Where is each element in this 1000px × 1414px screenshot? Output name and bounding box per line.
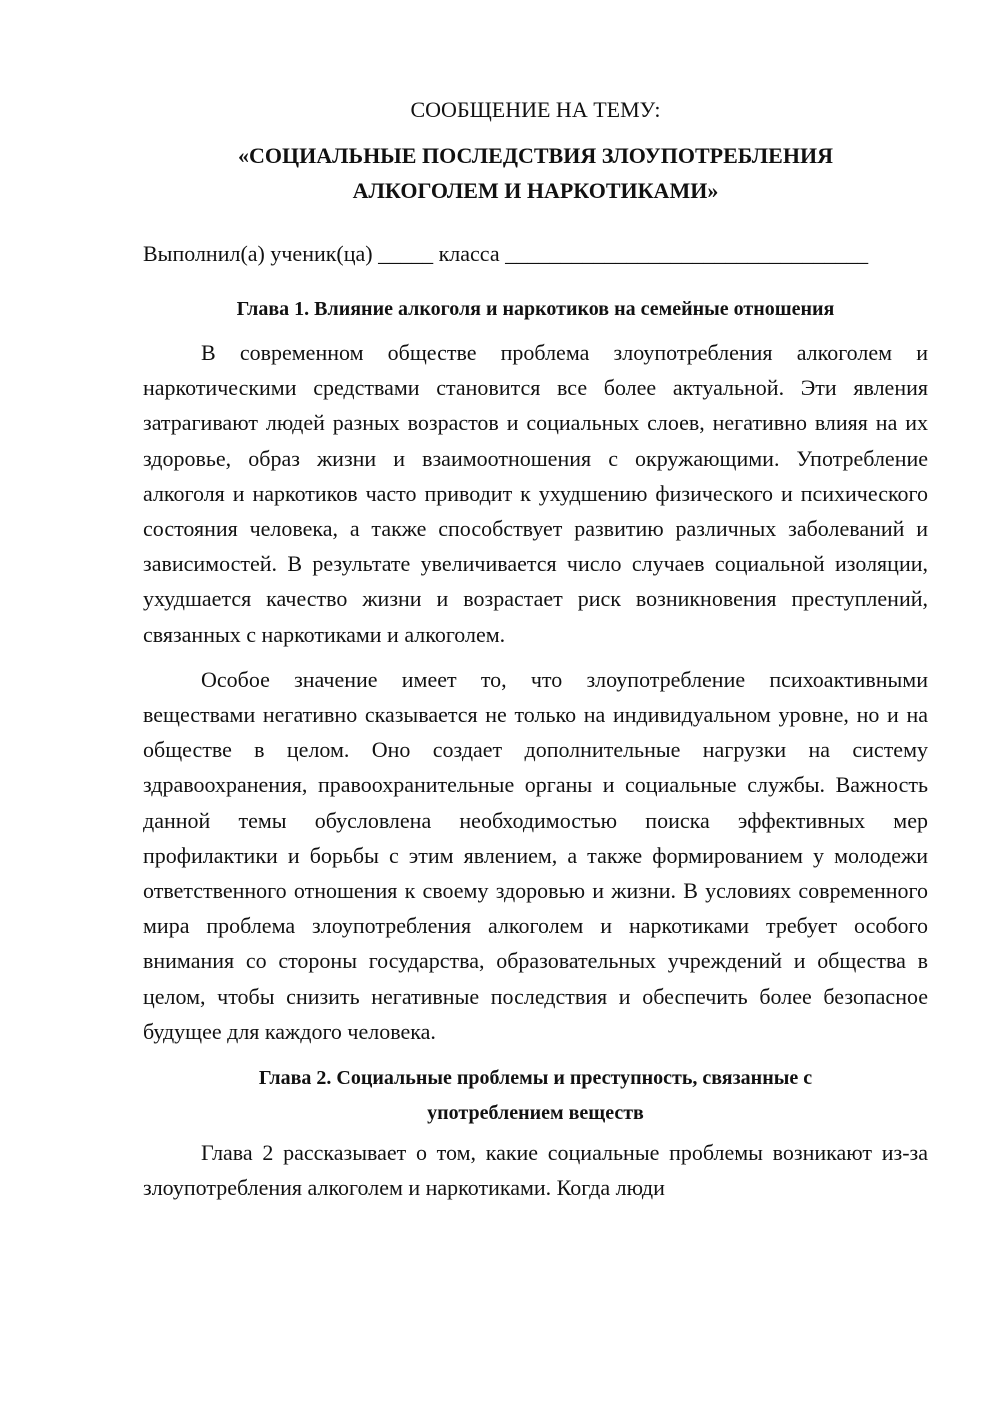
document-page	[143, 94, 928, 1215]
chapter-2-heading-line-2: употреблением веществ	[427, 1102, 644, 1125]
chapter-2-heading-line-1: Глава 2. Социальные проблемы и преступность, связанные с	[258, 1067, 813, 1090]
chapter-1-paragraph-2: Особое значение имеет то, что злоупотребление психоактивными веществами негативно сказывается не только на индивидуальном уровне, но и на обществе в целом. Оно создает дополнительные нагрузки на систему здравоохранения, правоохранительные органы и социальные службы. Важность данной темы обусловлена необходимостью поиска эффективных мер профилактики и борьбы с этим явлением, а также формированием у молодежи ответственного отношения к своему здоровью и жизни. В условиях современного мира проблема злоупотребления алкоголем и наркотиками требует особого внимания со стороны государства, образовательных учреждений и общества в целом, чтобы снизить негативные последствия и обеспечить более безопасное будущее для каждого человека.	[143, 666, 928, 1044]
document-title-line-2: АЛКОГОЛЕМ И НАРКОТИКАМИ»	[352, 178, 719, 203]
document-kicker: СООБЩЕНИЕ НА ТЕМУ:	[410, 97, 661, 122]
signature-line: Выполнил(а) ученик(ца) _____ класса _________________________________	[143, 241, 869, 266]
chapter-1-paragraph-1: В современном обществе проблема злоупотребления алкоголем и наркотическими средствами становится все более актуальной. Эти явления затрагивают людей разных возрастов и социальных слоев, негативно влияя на их здоровье, образ жизни и взаимоотношения с окружающими. Употребление алкоголя и наркотиков часто приводит к ухудшению физического и психического состояния человека, а также способствует развитию различных заболеваний и зависимостей. В результате увеличивается число случаев социальной изоляции, ухудшается качество жизни и возрастает риск возникновения преступлений, связанных с наркотиками и алкоголем.	[143, 340, 928, 647]
document-title-line-1: «СОЦИАЛЬНЫЕ ПОСЛЕДСТВИЯ ЗЛОУПОТРЕБЛЕНИЯ	[238, 143, 833, 168]
chapter-1-heading: Глава 1. Влияние алкоголя и наркотиков на семейные отношения	[236, 298, 835, 320]
document-title	[143, 138, 928, 208]
chapter-2-paragraph-1: Глава 2 рассказывает о том, какие социальные проблемы возникают из-за злоупотребления алкоголем и наркотиками. Когда люди	[143, 1140, 928, 1201]
chapter-2-heading	[143, 1061, 928, 1131]
